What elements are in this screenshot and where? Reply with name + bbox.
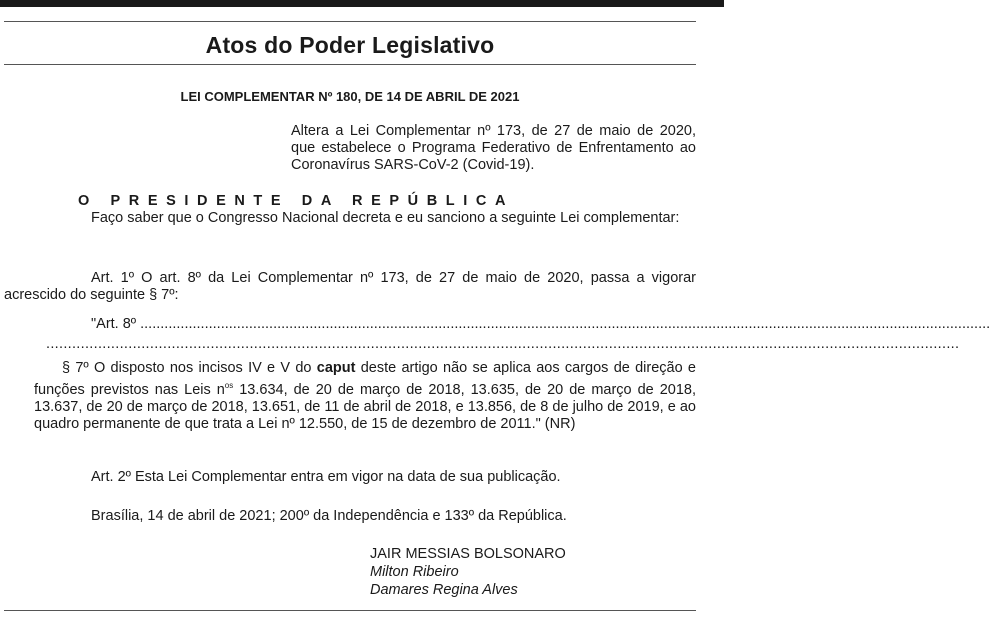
paragraph-7-middle: deste artigo não se aplica aos cargos de direção e funções previstos nas Leis n (34, 360, 696, 398)
signature-president: JAIR MESSIAS BOLSONARO (370, 546, 566, 562)
paragraph-7 (34, 360, 696, 433)
caput-term: caput (316, 360, 356, 376)
signature-minister-1: Milton Ribeiro (370, 564, 459, 580)
article-1: Art. 1º O art. 8º da Lei Complementar nº 173, de 27 de maio de 2020, passa a vigorar acrescido do seguinte § 7º: (4, 270, 696, 303)
article-8-label: "Art. 8º (91, 316, 137, 332)
article-8-reference (91, 316, 990, 332)
ellipsis-line: ................................................................................................................................................................................................................... (46, 336, 960, 352)
bottom-divider (4, 610, 696, 611)
place-date: Brasília, 14 de abril de 2021; 200º da Independência e 133º da República. (91, 508, 567, 524)
ementa: Altera a Lei Complementar nº 173, de 27 de maio de 2020, que estabelece o Programa Federativo de Enfrentamento ao Coronavírus SARS-CoV-2 (Covid-19). (291, 123, 696, 173)
top-divider (4, 21, 696, 22)
section-title: Atos do Poder Legislativo (205, 32, 495, 58)
signature-minister-2: Damares Regina Alves (370, 582, 518, 598)
title-divider (4, 64, 696, 65)
article-8-dots: ................................................................................................................................................................................................................... (140, 316, 990, 332)
law-title: LEI COMPLEMENTAR Nº 180, DE 14 DE ABRIL DE 2021 (180, 89, 520, 104)
plural-superscript: os (224, 381, 234, 390)
paragraph-7-start: § 7º O disposto nos incisos IV e V do (62, 360, 317, 376)
signature-block (370, 545, 566, 599)
preambulo: Faço saber que o Congresso Nacional decreta e eu sanciono a seguinte Lei complementar: (91, 210, 680, 226)
top-black-bar (0, 0, 724, 7)
article-2: Art. 2º Esta Lei Complementar entra em vigor na data de sua publicação. (91, 469, 561, 485)
paragraph-7-end: 13.634, de 20 de março de 2018, 13.635, de 20 de março de 2018, 13.637, de 20 de março de 2018, 13.651, de 11 de abril de 2018, e 13.856, de 8 de julho de 2019, e ao quadro permanente de que trata a Lei nº 12.550, de 15 de dezembro de 2011." (NR) (34, 381, 696, 432)
presidente-heading: O PRESIDENTE DA REPÚBLICA (78, 193, 515, 209)
